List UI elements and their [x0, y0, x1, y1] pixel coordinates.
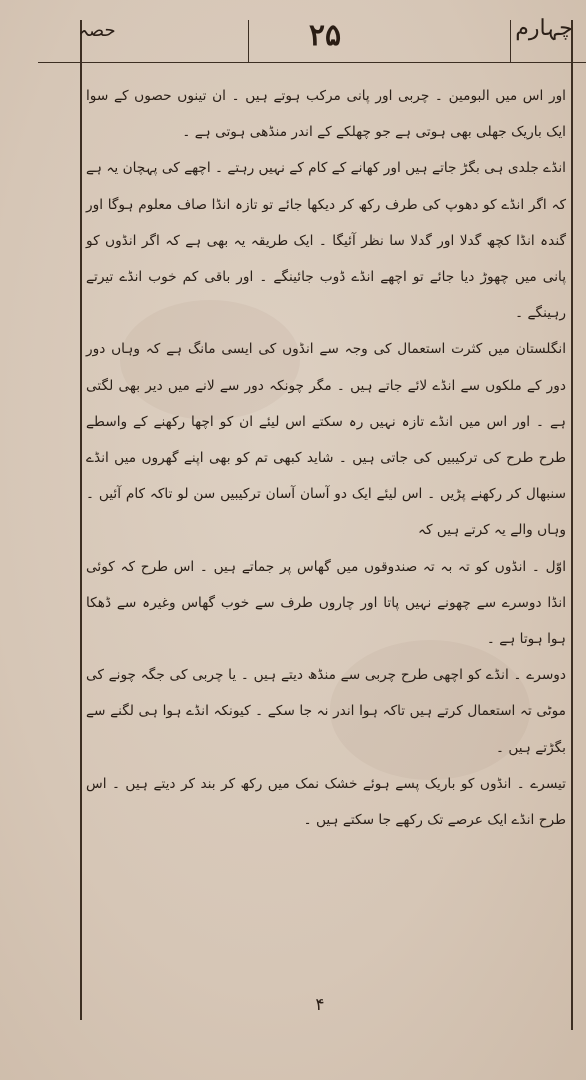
header-divider: [248, 20, 249, 62]
body-text: [86, 78, 566, 838]
folio-number: ۴: [315, 995, 325, 1015]
paragraph-5: دوسرے ۔ انڈے کو اچھی طرح چربی سے منڈھ دیتے ہیں ۔ یا چربی کی جگہ چونے کی موٹی تہ استعمال کرتے ہیں تاکہ ہوا اندر نہ جا سکے ۔ کیونکہ انڈے ہوا ہی لگنے سے بگڑتے ہیں ۔: [86, 667, 566, 756]
header-chapter: چہارم: [515, 16, 573, 41]
paragraph-3: انگلستان میں کثرت استعمال کی وجہ سے انڈوں کی ایسی مانگ ہے کہ وہاں دور دور کے ملکوں سے انڈے لائے جاتے ہیں ۔ مگر چونکہ دور سے لانے میں دیر بھی لگتی ہے ۔ اور اس میں انڈے تازہ نہیں رہ سکتے اس لیئے ان کو اچھا رکھنے کے واسطے طرح طرح کی ترکیبیں کی جاتی ہیں ۔ شاید کبھی تم کو بھی اپنے گھروں میں انڈے سنبھال کر رکھنے پڑیں ۔ اس لیئے ایک دو آسان آسان ترکیبیں سن لو تاکہ کام آئیں ۔ وہاں والے یہ کرتے ہیں کہ: [86, 341, 566, 539]
paragraph-1: اور اس میں البومین ۔ چربی اور پانی مرکب ہوتے ہیں ۔ ان تینوں حصوں کے سوا ایک باریک جھلی بھی ہوتی ہے جو چھلکے کے اندر منڈھی ہوتی ہے ۔: [86, 88, 566, 141]
paragraph-6: تیسرے ۔ انڈوں کو باریک پسے ہوئے خشک نمک میں رکھ کر بند کر دیتے ہیں ۔ اس طرح انڈے ایک عرصے تک رکھے جا سکتے ہیں ۔: [86, 775, 566, 829]
paragraph-2: انڈے جلدی ہی بگڑ جاتے ہیں اور کھانے کے کام کے نہیں رہتے ۔ اچھے کی پہچان یہ ہے کہ اگر انڈے کو دھوپ کی طرف رکھ کر دیکھا جائے تو تازہ انڈا صاف معلوم ہوگا اور گندہ انڈا کچھ گدلا اور گدلا سا نظر آئیگا ۔ ایک طریقہ یہ بھی ہے کہ اگر انڈوں کو پانی میں چھوڑ دیا جائے تو اچھے انڈے ڈوب جائینگے ۔ اور باقی کم خوب انڈے تیرتے رہینگے ۔: [86, 160, 566, 322]
page-number: ۲۵: [308, 18, 342, 53]
header-rule: [38, 62, 586, 63]
margin-rule-left: [80, 20, 82, 1020]
paragraph-4: اوّل ۔ انڈوں کو تہ بہ تہ صندوقوں میں گھاس پر جماتے ہیں ۔ اس طرح کہ کوئی انڈا دوسرے سے چھونے نہیں پاتا اور چاروں طرف سے خوب گھاس وغیرہ سے ڈھکا ہوا ہوتا ہے ۔: [86, 558, 566, 648]
header-part-label: حصہ: [78, 20, 116, 41]
margin-rule-right: [571, 20, 573, 1030]
